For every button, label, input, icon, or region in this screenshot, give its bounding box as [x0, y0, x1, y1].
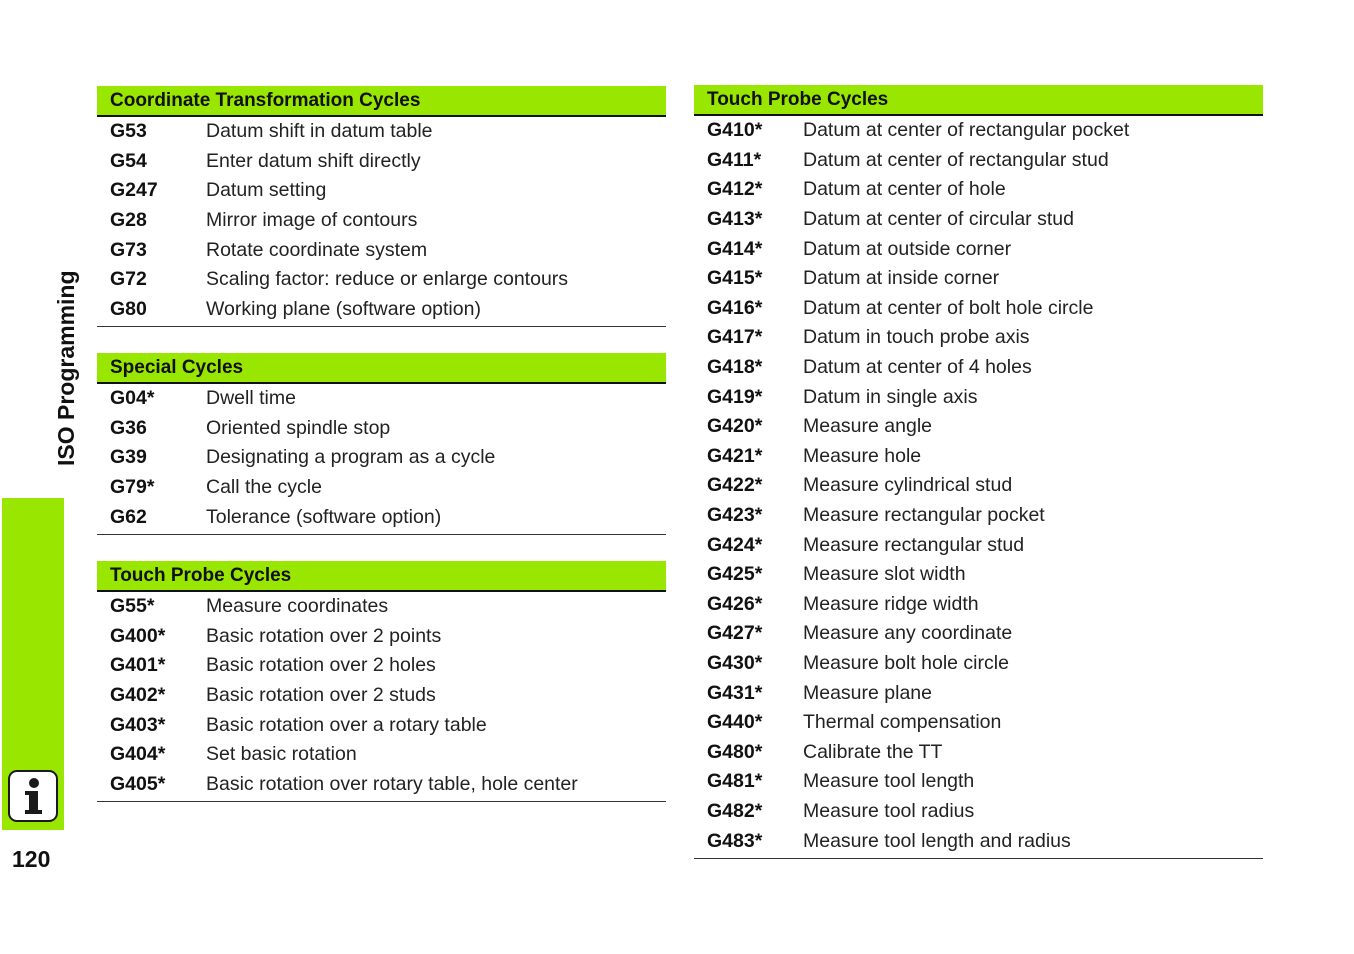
cycle-description: Datum at center of rectangular pocket: [803, 119, 1130, 142]
cycle-code: G416*: [707, 296, 763, 319]
table-row: [694, 619, 1263, 649]
table-row: [694, 205, 1263, 235]
cycle-description: Basic rotation over 2 holes: [206, 654, 436, 677]
table-row: [694, 442, 1263, 472]
cycle-code: G412*: [707, 178, 763, 201]
cycle-description: Measure tool radius: [803, 799, 975, 822]
cycle-description: Designating a program as a cycle: [206, 446, 496, 469]
cycle-description: Datum at inside corner: [803, 267, 1000, 290]
touch-probe-table-right: [694, 85, 1263, 859]
section-header: Touch Probe Cycles: [694, 85, 1263, 116]
cycle-description: Measure coordinates: [206, 595, 389, 618]
cycle-description: Basic rotation over 2 points: [206, 624, 442, 647]
table-row: [97, 147, 666, 177]
table-row: [97, 265, 666, 295]
cycle-code: G421*: [707, 444, 763, 467]
cycle-code: G39: [110, 446, 147, 469]
cycle-code: G80: [110, 297, 147, 320]
table-row: [97, 681, 666, 711]
cycle-code: G481*: [707, 770, 763, 793]
special-cycles-table: [97, 353, 666, 535]
cycle-description: Datum in single axis: [803, 385, 978, 408]
cycle-description: Datum at center of rectangular stud: [803, 148, 1109, 171]
coordinate-transformation-table: [97, 86, 666, 327]
cycle-code: G36: [110, 416, 147, 439]
cycle-description: Enter datum shift directly: [206, 149, 421, 172]
touch-probe-table-left: [97, 561, 666, 802]
table-row: [97, 414, 666, 444]
cycle-code: G403*: [110, 713, 166, 736]
cycle-description: Datum setting: [206, 179, 327, 202]
cycle-description: Measure rectangular pocket: [803, 504, 1045, 527]
cycle-code: G430*: [707, 651, 763, 674]
cycle-description: Measure rectangular stud: [803, 533, 1025, 556]
cycle-code: G54: [110, 149, 147, 172]
table-row: [97, 384, 666, 414]
cycle-description: Datum shift in datum table: [206, 120, 433, 143]
cycle-description: Basic rotation over rotary table, hole center: [206, 772, 578, 795]
cycle-code: G62: [110, 505, 147, 528]
cycle-description: Tolerance (software option): [206, 505, 442, 528]
cycle-code: G415*: [707, 267, 763, 290]
cycle-description: Calibrate the TT: [803, 740, 943, 763]
cycle-code: G414*: [707, 237, 763, 260]
cycle-description: Basic rotation over 2 studs: [206, 684, 436, 707]
table-row: [694, 767, 1263, 797]
cycle-description: Datum at center of bolt hole circle: [803, 296, 1094, 319]
table-row: [694, 382, 1263, 412]
cycle-code: G413*: [707, 208, 763, 231]
table-row: [694, 353, 1263, 383]
cycle-description: Mirror image of contours: [206, 209, 418, 232]
table-row: [97, 770, 666, 800]
table-row: [694, 530, 1263, 560]
table-row: [694, 501, 1263, 531]
chapter-title: ISO Programming: [53, 270, 79, 466]
table-row: [97, 235, 666, 265]
cycle-code: G55*: [110, 595, 155, 618]
page-number: 120: [12, 846, 51, 872]
table-row: [97, 473, 666, 503]
cycle-description: Datum at center of circular stud: [803, 208, 1074, 231]
cycle-description: Measure bolt hole circle: [803, 651, 1009, 674]
cycle-code: G79*: [110, 476, 155, 499]
table-row: [694, 560, 1263, 590]
table-row: [694, 708, 1263, 738]
cycle-code: G423*: [707, 504, 763, 527]
cycle-code: G72: [110, 268, 147, 291]
cycle-code: G400*: [110, 624, 166, 647]
cycle-description: Datum at center of hole: [803, 178, 1006, 201]
section-header: Touch Probe Cycles: [97, 561, 666, 592]
cycle-description: Working plane (software option): [206, 297, 481, 320]
table-row: [97, 295, 666, 325]
table-rows: [97, 117, 666, 327]
cycle-description: Measure tool length and radius: [803, 829, 1071, 852]
cycle-description: Measure cylindrical stud: [803, 474, 1013, 497]
cycle-code: G431*: [707, 681, 763, 704]
cycle-code: G482*: [707, 799, 763, 822]
table-row: [97, 740, 666, 770]
table-rows: [97, 592, 666, 802]
section-header: Coordinate Transformation Cycles: [97, 86, 666, 117]
table-rows: [694, 116, 1263, 859]
cycle-description: Basic rotation over a rotary table: [206, 713, 487, 736]
table-row: [97, 710, 666, 740]
table-row: [97, 176, 666, 206]
cycle-description: Measure angle: [803, 415, 932, 438]
cycle-code: G405*: [110, 772, 166, 795]
cycle-description: Measure plane: [803, 681, 932, 704]
table-row: [97, 651, 666, 681]
cycle-code: G419*: [707, 385, 763, 408]
table-row: [694, 678, 1263, 708]
cycle-description: Datum at outside corner: [803, 237, 1012, 260]
cycle-code: G440*: [707, 711, 763, 734]
cycle-description: Measure any coordinate: [803, 622, 1013, 645]
cycle-description: Call the cycle: [206, 476, 322, 499]
cycle-code: G418*: [707, 356, 763, 379]
cycle-code: G28: [110, 209, 147, 232]
cycle-description: Measure hole: [803, 444, 922, 467]
cycle-description: Dwell time: [206, 387, 296, 410]
table-row: [97, 622, 666, 652]
cycle-description: Datum in touch probe axis: [803, 326, 1030, 349]
cycle-code: G424*: [707, 533, 763, 556]
cycle-code: G425*: [707, 563, 763, 586]
cycle-description: Measure tool length: [803, 770, 975, 793]
cycle-code: G426*: [707, 592, 763, 615]
table-row: [694, 412, 1263, 442]
table-row: [694, 264, 1263, 294]
cycle-description: Datum at center of 4 holes: [803, 356, 1032, 379]
table-row: [694, 146, 1263, 176]
cycle-code: G417*: [707, 326, 763, 349]
info-icon[interactable]: [8, 770, 58, 822]
cycle-code: G53: [110, 120, 147, 143]
table-row: [694, 797, 1263, 827]
cycle-code: G247: [110, 179, 158, 202]
table-row: [694, 234, 1263, 264]
cycle-code: G427*: [707, 622, 763, 645]
table-row: [694, 737, 1263, 767]
table-row: [97, 592, 666, 622]
cycle-code: G410*: [707, 119, 763, 142]
cycle-description: Measure slot width: [803, 563, 966, 586]
cycle-description: Thermal compensation: [803, 711, 1002, 734]
table-row: [694, 826, 1263, 856]
table-row: [694, 116, 1263, 146]
table-rows: [97, 384, 666, 535]
section-header: Special Cycles: [97, 353, 666, 384]
cycle-description: Measure ridge width: [803, 592, 979, 615]
cycle-code: G422*: [707, 474, 763, 497]
cycle-code: G404*: [110, 743, 166, 766]
table-row: [97, 502, 666, 532]
cycle-code: G402*: [110, 684, 166, 707]
table-row: [694, 649, 1263, 679]
cycle-code: G483*: [707, 829, 763, 852]
table-row: [694, 590, 1263, 620]
table-row: [97, 443, 666, 473]
table-row: [694, 323, 1263, 353]
cycle-code: G480*: [707, 740, 763, 763]
cycle-description: Oriented spindle stop: [206, 416, 391, 439]
cycle-description: Rotate coordinate system: [206, 238, 428, 261]
cycle-description: Set basic rotation: [206, 743, 357, 766]
table-row: [694, 294, 1263, 324]
table-row: [97, 117, 666, 147]
cycle-code: G73: [110, 238, 147, 261]
cycle-code: G401*: [110, 654, 166, 677]
cycle-code: G04*: [110, 387, 155, 410]
cycle-code: G420*: [707, 415, 763, 438]
table-row: [694, 471, 1263, 501]
table-row: [97, 206, 666, 236]
cycle-description: Scaling factor: reduce or enlarge contours: [206, 268, 569, 291]
cycle-code: G411*: [707, 148, 762, 171]
table-row: [694, 175, 1263, 205]
